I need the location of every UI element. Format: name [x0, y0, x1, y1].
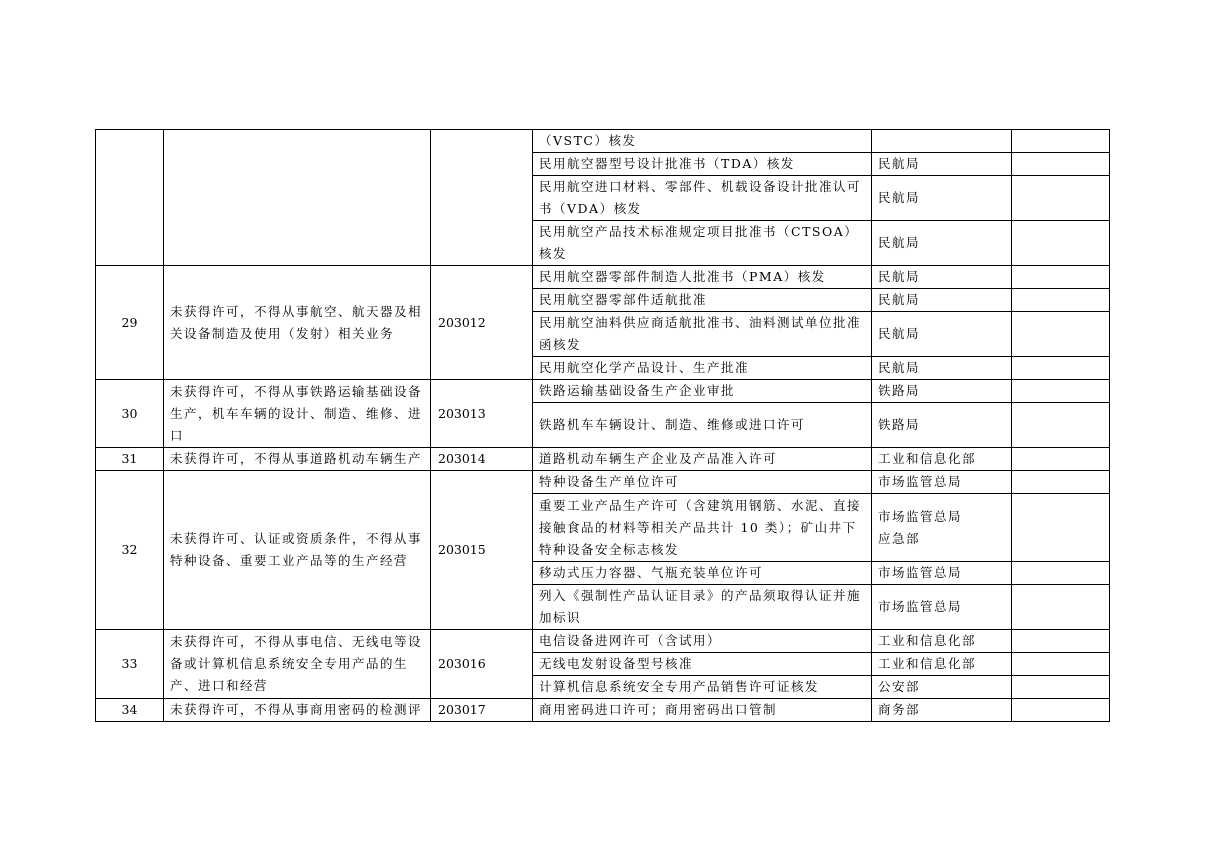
dept-cell: 民航局	[872, 357, 1012, 380]
permit-table	[95, 129, 1110, 722]
code-cell: 203015	[431, 471, 533, 630]
dept-cell: 工业和信息化部	[872, 653, 1012, 676]
description-cell: 未获得许可，不得从事道路机动车辆生产	[164, 448, 431, 471]
code-cell: 203012	[431, 266, 533, 380]
note-cell	[1012, 357, 1110, 380]
note-cell	[1012, 266, 1110, 289]
dept-cell: 民航局	[872, 289, 1012, 312]
dept-cell: 工业和信息化部	[872, 448, 1012, 471]
table-row	[96, 130, 1110, 153]
dept-cell: 市场监管总局	[872, 471, 1012, 494]
code-cell: 203017	[431, 699, 533, 722]
note-cell	[1012, 289, 1110, 312]
dept-cell	[872, 130, 1012, 153]
note-cell	[1012, 312, 1110, 357]
dept-cell: 工业和信息化部	[872, 630, 1012, 653]
note-cell	[1012, 176, 1110, 221]
note-cell	[1012, 585, 1110, 630]
item-cell: 列入《强制性产品认证目录》的产品须取得认证并施加标识	[533, 585, 872, 630]
dept-line: 应急部	[878, 530, 921, 546]
code-cell: 203016	[431, 630, 533, 699]
dept-cell: 民航局	[872, 176, 1012, 221]
dept-cell: 铁路局	[872, 403, 1012, 448]
number-cell: 29	[96, 266, 164, 380]
note-cell	[1012, 153, 1110, 176]
number-cell	[96, 130, 164, 266]
dept-cell: 公安部	[872, 676, 1012, 699]
note-cell	[1012, 448, 1110, 471]
description-cell: 未获得许可，不得从事电信、无线电等设备或计算机信息系统安全专用产品的生产、进口和经营	[164, 630, 431, 699]
item-cell: 商用密码进口许可；商用密码出口管制	[533, 699, 872, 722]
note-cell	[1012, 630, 1110, 653]
number-cell: 31	[96, 448, 164, 471]
item-cell: 计算机信息系统安全专用产品销售许可证核发	[533, 676, 872, 699]
table-row	[96, 699, 1110, 722]
description-cell: 未获得许可、认证或资质条件，不得从事特种设备、重要工业产品等的生产经营	[164, 471, 431, 630]
description-cell: 未获得许可，不得从事航空、航天器及相关设备制造及使用（发射）相关业务	[164, 266, 431, 380]
number-cell: 32	[96, 471, 164, 630]
description-cell: 未获得许可，不得从事铁路运输基础设备生产，机车车辆的设计、制造、维修、进口	[164, 380, 431, 448]
dept-cell: 市场监管总局	[872, 585, 1012, 630]
item-cell: 重要工业产品生产许可（含建筑用钢筋、水泥、直接接触食品的材料等相关产品共计 10 类）；矿山井下特种设备安全标志核发	[533, 494, 872, 562]
note-cell	[1012, 653, 1110, 676]
number-cell: 30	[96, 380, 164, 448]
item-cell: 道路机动车辆生产企业及产品准入许可	[533, 448, 872, 471]
code-cell	[431, 130, 533, 266]
item-cell: 民用航空化学产品设计、生产批准	[533, 357, 872, 380]
item-cell: 民用航空器零部件制造人批准书（PMA）核发	[533, 266, 872, 289]
dept-cell: 商务部	[872, 699, 1012, 722]
number-cell: 33	[96, 630, 164, 699]
dept-cell: 民航局	[872, 266, 1012, 289]
description-cell: 未获得许可，不得从事商用密码的检测评	[164, 699, 431, 722]
item-cell: 民用航空器型号设计批准书（TDA）核发	[533, 153, 872, 176]
item-cell: 民用航空器零部件适航批准	[533, 289, 872, 312]
table-row	[96, 471, 1110, 494]
item-cell: 民用航空进口材料、零部件、机载设备设计批准认可书（VDA）核发	[533, 176, 872, 221]
code-cell: 203014	[431, 448, 533, 471]
table-row	[96, 380, 1110, 403]
item-cell: 民用航空油料供应商适航批准书、油料测试单位批准函核发	[533, 312, 872, 357]
note-cell	[1012, 699, 1110, 722]
dept-cell	[872, 494, 1012, 562]
note-cell	[1012, 403, 1110, 448]
dept-line: 市场监管总局	[878, 508, 963, 524]
item-cell: （VSTC）核发	[533, 130, 872, 153]
item-cell: 特种设备生产单位许可	[533, 471, 872, 494]
description-cell	[164, 130, 431, 266]
item-cell: 电信设备进网许可（含试用）	[533, 630, 872, 653]
dept-cell: 市场监管总局	[872, 562, 1012, 585]
dept-cell: 民航局	[872, 153, 1012, 176]
code-cell: 203013	[431, 380, 533, 448]
item-cell: 移动式压力容器、气瓶充装单位许可	[533, 562, 872, 585]
item-cell: 无线电发射设备型号核准	[533, 653, 872, 676]
note-cell	[1012, 676, 1110, 699]
item-cell: 民用航空产品技术标准规定项目批准书（CTSOA）核发	[533, 221, 872, 266]
dept-cell: 民航局	[872, 312, 1012, 357]
table-row	[96, 630, 1110, 653]
note-cell	[1012, 471, 1110, 494]
item-cell: 铁路机车车辆设计、制造、维修或进口许可	[533, 403, 872, 448]
note-cell	[1012, 494, 1110, 562]
table-row	[96, 266, 1110, 289]
number-cell: 34	[96, 699, 164, 722]
note-cell	[1012, 221, 1110, 266]
table-row	[96, 448, 1110, 471]
note-cell	[1012, 130, 1110, 153]
note-cell	[1012, 380, 1110, 403]
note-cell	[1012, 562, 1110, 585]
item-cell: 铁路运输基础设备生产企业审批	[533, 380, 872, 403]
dept-cell: 民航局	[872, 221, 1012, 266]
dept-cell: 铁路局	[872, 380, 1012, 403]
